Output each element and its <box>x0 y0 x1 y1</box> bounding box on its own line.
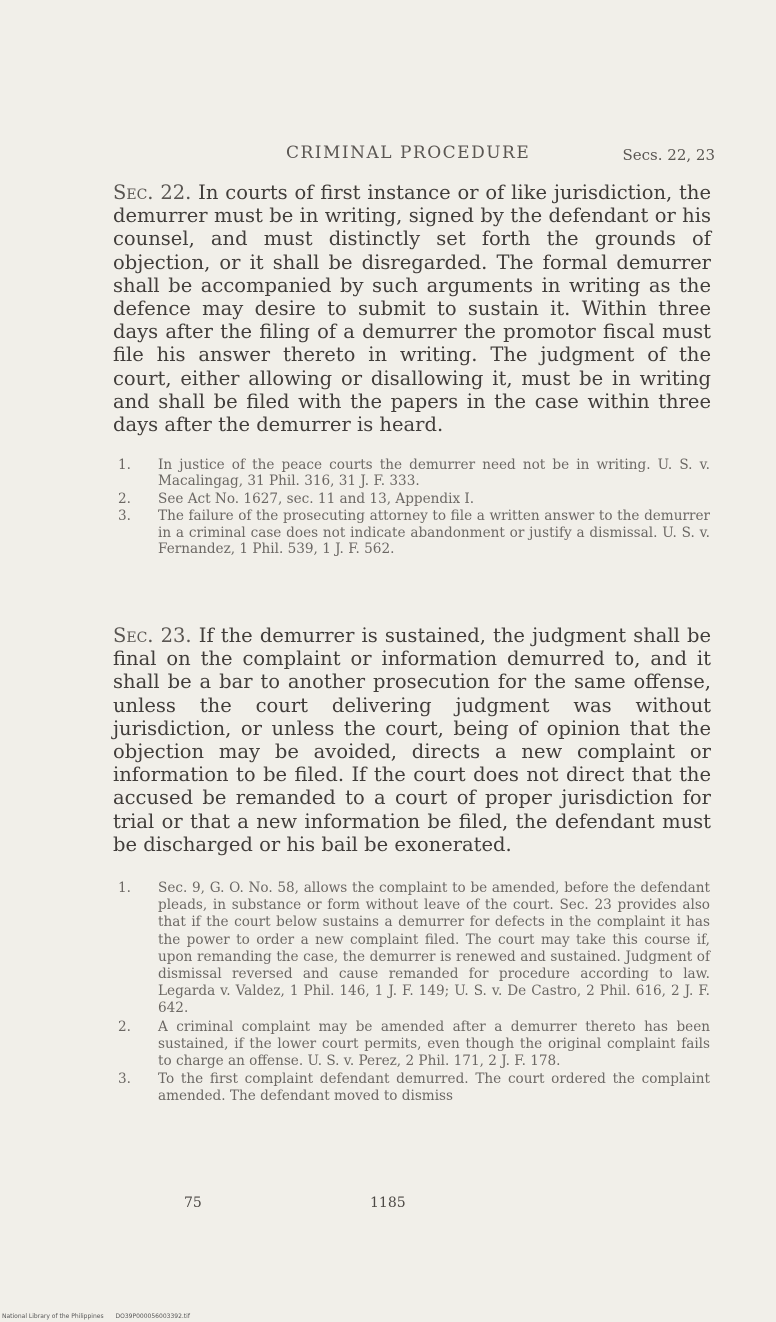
page-number: 1185 <box>370 1195 406 1211</box>
running-title: CRIMINAL PROCEDURE <box>286 143 531 163</box>
note-text: The failure of the prosecuting attorney to file a written answer to the demurrer in a criminal case does not indicate abandonment or justify a dismissal. U. S. v. Fernandez, 1 Phil. 539, 1 J. F. 562. <box>158 508 710 558</box>
note-item <box>118 880 710 1018</box>
note-item <box>118 508 710 557</box>
section-22 <box>113 181 711 436</box>
section-22-notes <box>118 457 710 558</box>
scan-footer <box>2 1313 200 1320</box>
note-text: See Act No. 1627, sec. 11 and 13, Appendix I. <box>158 490 475 507</box>
note-item <box>118 1019 710 1071</box>
note-number: 3. <box>118 1071 131 1088</box>
note-item <box>118 1071 710 1105</box>
note-number: 1. <box>118 457 131 473</box>
note-text: To the first complaint defendant demurred. The court ordered the complaint amended. The defendant moved to dismiss <box>158 1071 710 1105</box>
section-23 <box>113 624 711 856</box>
section-range: Secs. 22, 23 <box>622 146 715 164</box>
note-number: 3. <box>118 508 131 525</box>
note-text: In justice of the peace courts the demurrer need not be in writing. U. S. v. Macalingag, 31 Phil. 316, 31 J. F. 333. <box>158 457 710 490</box>
running-head <box>110 143 715 169</box>
note-number: 1. <box>118 880 131 896</box>
section-23-label: Sec. 23. <box>113 624 192 647</box>
note-number: 2. <box>118 1018 131 1035</box>
section-23-notes <box>118 880 710 1107</box>
scan-code: DO39P000056003392.tif <box>115 1313 190 1320</box>
section-23-text: If the demurrer is sustained, the judgment shall be final on the complaint or information demurred to, and it shall be a bar to another prosecution for the same offense, unless the court delivering judgment was without jurisdiction, or unless the court, being of opinion that the objection may be avoided, directs a new complaint or information to be filed. If the court does not direct that the accused be remanded to a court of proper jurisdiction for trial or that a new information be filed, the defendant must be discharged or his bail be exonerated. <box>113 624 711 856</box>
signature-mark: 75 <box>184 1195 202 1211</box>
note-text: A criminal complaint may be amended after a demurrer thereto has been sustained, if the lower court permits, even though the original complaint fails to charge an offense. U. S. v. Perez, 2 Phil. 171, 2 J. F. 178. <box>158 1018 710 1070</box>
note-item <box>118 491 710 507</box>
note-item <box>118 457 710 490</box>
note-number: 2. <box>118 490 131 507</box>
library-credit: National Library of the Philippines <box>2 1313 104 1320</box>
section-22-text: In courts of first instance or of like jurisdiction, the demurrer must be in writing, signed by the defendant or his counsel, and must distinctly set forth the grounds of objection, or it shall be disregarded. The formal demurrer shall be accompanied by such arguments in writing as the defence may desire to submit to sustain it. Within three days after the filing of a demurrer the promotor fiscal must file his answer thereto in writing. The judgment of the court, either allowing or disallowing it, must be in writing and shall be filed with the papers in the case within three days after the demurrer is heard. <box>113 181 711 437</box>
note-text: Sec. 9, G. O. No. 58, allows the complaint to be amended, before the defendant pleads, in substance or form without leave of the court. Sec. 23 provides also that if the court below sustains a demurrer for defects in the complaint it has the power to order a new complaint filed. The court may take this course if, upon remanding the case, the demurrer is renewed and sustained. Judgment of dismissal reversed and cause remanded for procedure according to law. Legarda v. Valdez, 1 Phil. 146, 1 J. F. 149; U. S. v. De Castro, 2 Phil. 616, 2 J. F. 642. <box>158 880 710 1017</box>
section-22-label: Sec. 22. <box>113 181 192 204</box>
